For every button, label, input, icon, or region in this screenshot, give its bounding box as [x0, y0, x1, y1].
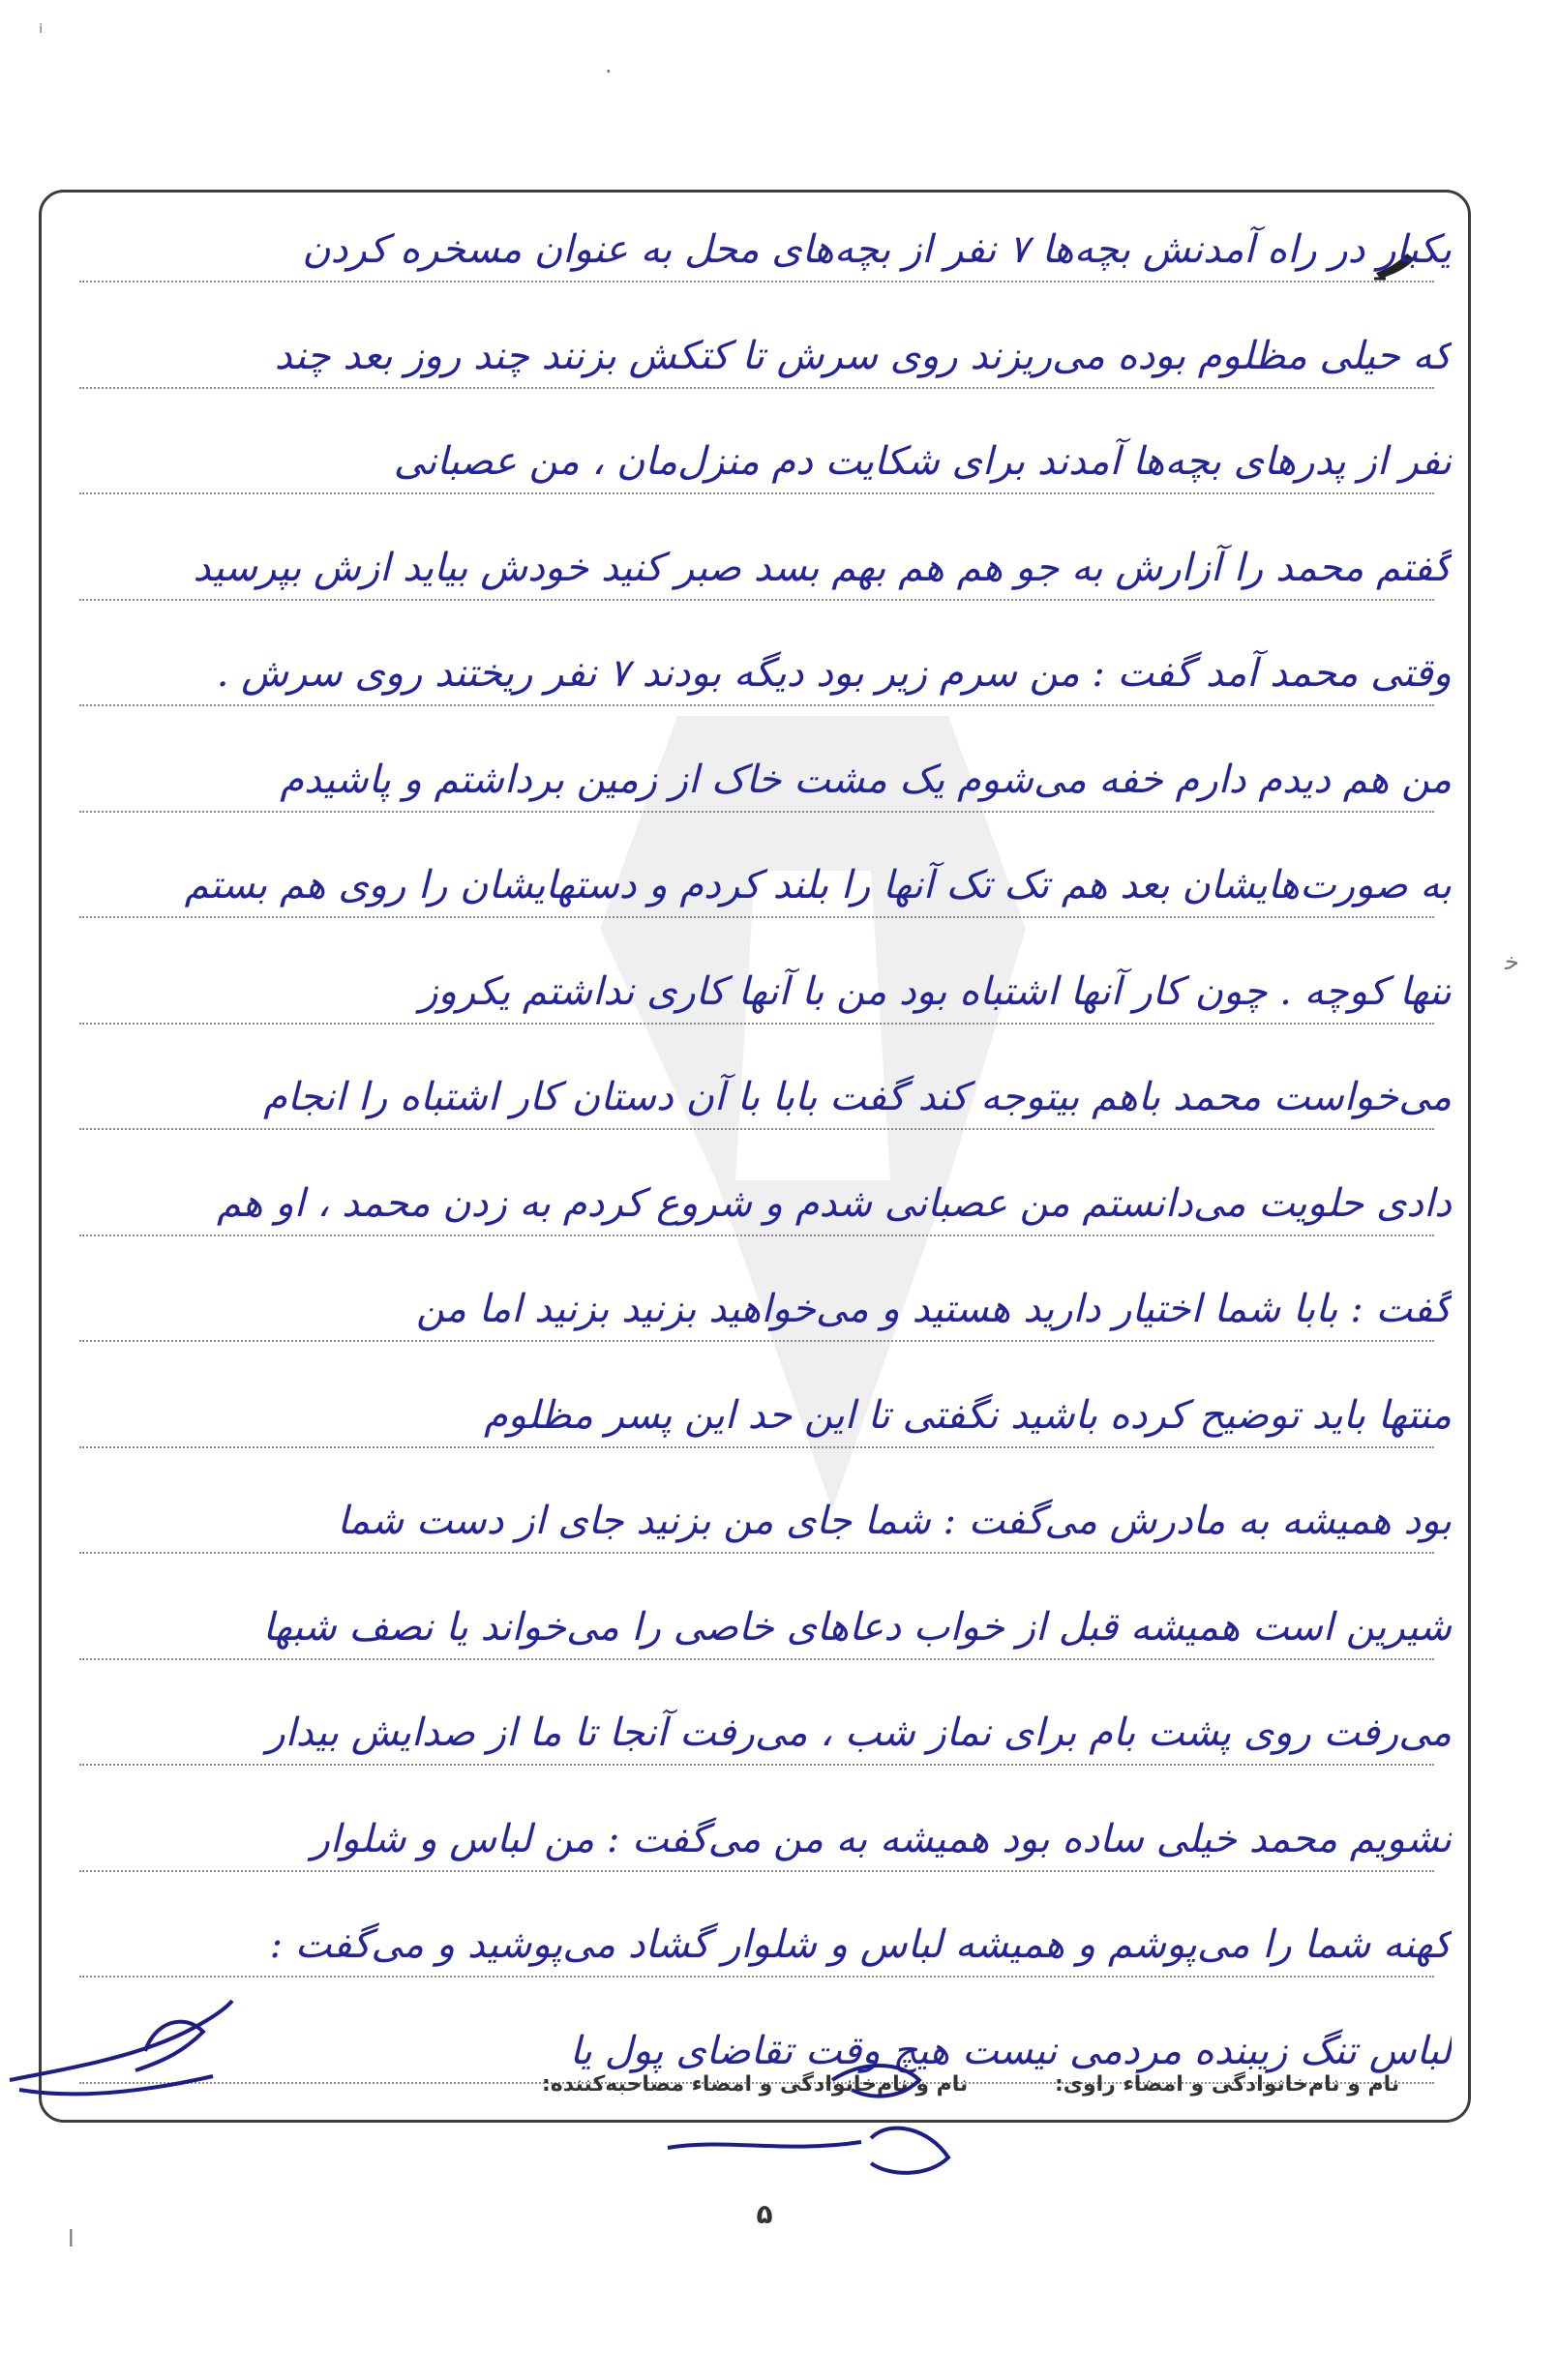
ruled-line	[79, 1235, 1434, 1236]
handwritten-line: می‌رفت روی پشت بام برای نماز شب ، می‌رفت آنجا تا ما از صدایش بیدار	[266, 1711, 1452, 1755]
handwritten-line: شیرین است همیشه قبل از خواب دعاهای خاصی را می‌خواند یا نصف شبها	[262, 1604, 1452, 1650]
ruled-line	[79, 1870, 1434, 1872]
ruled-line	[79, 387, 1434, 389]
handwritten-line: گفتم محمد را آزارش به جو هم هم بهم بسد صبر کنید خودش بیاید ازش بپرسید	[193, 545, 1452, 590]
handwritten-line: که حیلی مظلوم بوده می‌ریزند روی سرش تا کتکش بزنند چند روز بعد چند	[274, 333, 1452, 378]
ruled-line	[79, 1023, 1434, 1025]
ruled-line	[79, 1658, 1434, 1660]
narrator-signature-label: نام و نام‌خانوادگی و امضاء راوی:	[1055, 2072, 1400, 2097]
handwritten-line: می‌خواست محمد باهم بیتوجه کند گفت بابا با آن دستان کار اشتباه را انجام	[263, 1075, 1452, 1119]
handwritten-line: دادی حلویت می‌دانستم من عصبانی شدم و شروع کردم به زدن محمد ، او هم	[216, 1180, 1452, 1226]
handwritten-line: تنها کوچه . چون کار آنها اشتباه بود من با آنها کاری نداشتم یکروز	[419, 968, 1452, 1014]
margin-mark: ·	[605, 58, 613, 85]
margin-mark: ⁱ	[39, 19, 44, 46]
handwritten-line: لباس تنگ زیبنده مردمی نیست هیچ وقت تقاضای پول یا	[569, 2028, 1452, 2073]
ruled-line	[79, 811, 1434, 813]
ruled-line	[79, 916, 1434, 918]
ruled-line	[79, 1552, 1434, 1554]
handwritten-line: نفر از پدرهای بچه‌ها آمدند برای شکایت دم منزل‌مان ، من عصبانی	[393, 439, 1452, 484]
narrator-signature	[0, 1983, 252, 2109]
handwritten-line: نشویم محمد خیلی ساده بود همیشه به من می‌گفت : من لباس و شلوار	[311, 1816, 1452, 1861]
handwritten-line: به صورت‌هایشان بعد هم تک تک آنها را بلند کردم و دستهایشان را روی هم بستم	[184, 863, 1452, 907]
margin-mark: ﺧ	[1505, 948, 1519, 975]
ruled-line	[79, 281, 1434, 283]
ruled-line	[79, 1340, 1434, 1342]
interviewer-signature-label: نام و نام‌خانوادگی و امضاء مصاحبه‌کننده:	[542, 2072, 969, 2097]
handwritten-line: وقتی محمد آمد گفت : من سرم زیر بود دیگه بودند ۷ نفر ریختند روی سرش .	[216, 651, 1452, 696]
ruled-line	[79, 1976, 1434, 1978]
handwritten-line: یکبار در راه آمدنش بچه‌ها ۷ نفر از بچه‌های محل به عنوان مسخره کردن	[302, 227, 1452, 272]
interviewer-signature	[639, 2041, 1045, 2187]
handwritten-line: منتها باید توضیح کرده باشید نگفتی تا این حد این پسر مظلوم	[483, 1392, 1452, 1438]
ruled-line	[79, 599, 1434, 601]
ruled-line	[79, 492, 1434, 494]
ruled-line	[79, 1446, 1434, 1448]
handwritten-line: کهنه شما را می‌پوشم و همیشه لباس و شلوار گشاد می‌پوشید و می‌گفت :	[269, 1922, 1452, 1967]
handwritten-line: گفت : بابا شما اختیار دارید هستید و می‌خواهید بزنید بزنید اما من	[416, 1287, 1452, 1331]
margin-mark: ا	[68, 2225, 75, 2252]
page-number: ۵	[756, 2198, 773, 2230]
ruled-line	[79, 704, 1434, 706]
handwritten-line: من هم دیدم دارم خفه می‌شوم یک مشت خاک از زمین برداشتم و پاشیدم	[280, 757, 1452, 802]
handwritten-line: بود همیشه به مادرش می‌گفت : شما جای من بزنید جای از دست شما	[337, 1499, 1452, 1543]
ruled-line	[79, 1764, 1434, 1766]
ruled-line	[79, 1128, 1434, 1130]
